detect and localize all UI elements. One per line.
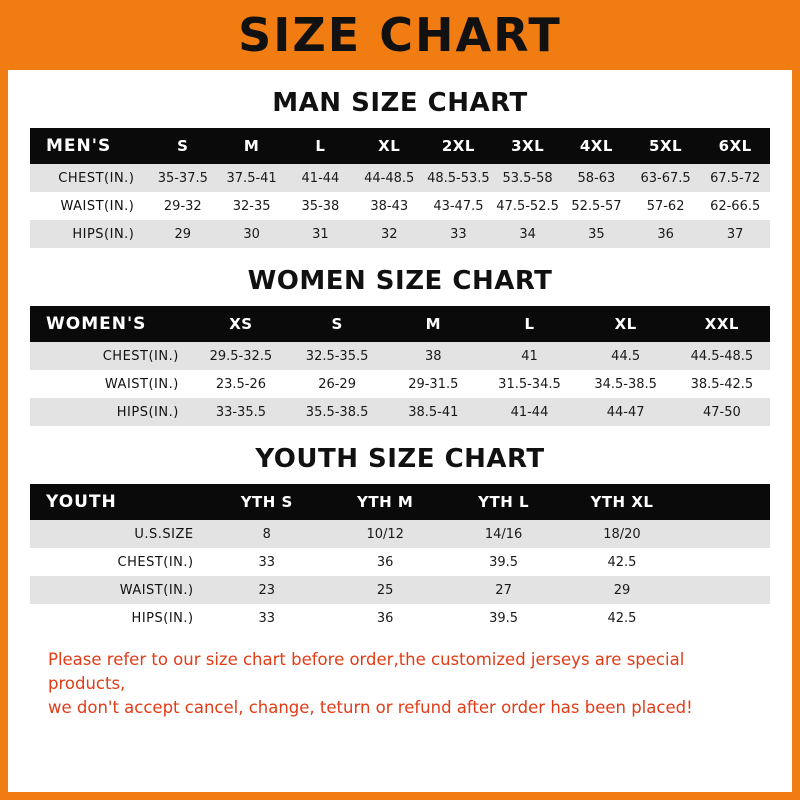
youth-hips-m: 36 (326, 604, 444, 632)
youth-row-label-chest: CHEST(IN.) (30, 548, 208, 576)
youth-waist-xl: 29 (563, 576, 681, 604)
women-header-l: L (481, 306, 577, 342)
men-hips-4xl: 35 (562, 220, 631, 248)
women-hips-m: 38.5-41 (385, 398, 481, 426)
men-chest-5xl: 63-67.5 (631, 164, 701, 192)
women-size-table (30, 306, 770, 426)
men-chest-s: 35-37.5 (148, 164, 217, 192)
table-row (30, 576, 770, 604)
men-chest-l: 41-44 (286, 164, 355, 192)
youth-header-s: YTH S (208, 484, 326, 520)
men-chest-m: 37.5-41 (217, 164, 286, 192)
women-waist-xs: 23.5-26 (193, 370, 289, 398)
men-header-6xl: 6XL (700, 128, 770, 164)
youth-chest-s: 33 (208, 548, 326, 576)
women-row-label-hips: HIPS(IN.) (30, 398, 193, 426)
table-header-row (30, 306, 770, 342)
footer-note (48, 648, 752, 720)
men-chest-4xl: 58-63 (562, 164, 631, 192)
women-hips-xxl: 47-50 (674, 398, 770, 426)
page-title: SIZE CHART (238, 8, 562, 62)
youth-ussize-xl: 18/20 (563, 520, 681, 548)
men-hips-6xl: 37 (700, 220, 770, 248)
youth-hips-spacer (681, 604, 770, 632)
women-header-label: WOMEN'S (30, 306, 193, 342)
men-chest-6xl: 67.5-72 (700, 164, 770, 192)
table-row (30, 520, 770, 548)
youth-chest-spacer (681, 548, 770, 576)
youth-chest-m: 36 (326, 548, 444, 576)
women-row-label-chest: CHEST(IN.) (30, 342, 193, 370)
women-header-xxl: XXL (674, 306, 770, 342)
youth-ussize-spacer (681, 520, 770, 548)
youth-ussize-l: 14/16 (444, 520, 562, 548)
page-banner (8, 0, 792, 70)
men-row-label-chest: CHEST(IN.) (30, 164, 148, 192)
men-hips-2xl: 33 (424, 220, 494, 248)
youth-hips-l: 39.5 (444, 604, 562, 632)
youth-ussize-s: 8 (208, 520, 326, 548)
men-header-xl: XL (355, 128, 424, 164)
men-header-5xl: 5XL (631, 128, 701, 164)
men-header-s: S (148, 128, 217, 164)
men-chest-3xl: 53.5-58 (493, 164, 562, 192)
table-row (30, 548, 770, 576)
table-row (30, 398, 770, 426)
women-waist-m: 29-31.5 (385, 370, 481, 398)
women-waist-s: 26-29 (289, 370, 385, 398)
men-hips-s: 29 (148, 220, 217, 248)
table-row (30, 342, 770, 370)
table-header-row (30, 128, 770, 164)
men-header-3xl: 3XL (493, 128, 562, 164)
women-waist-l: 31.5-34.5 (481, 370, 577, 398)
youth-row-label-waist: WAIST(IN.) (30, 576, 208, 604)
table-row (30, 604, 770, 632)
women-hips-xs: 33-35.5 (193, 398, 289, 426)
women-chest-l: 41 (481, 342, 577, 370)
youth-header-l: YTH L (444, 484, 562, 520)
chart-content (8, 88, 792, 720)
men-size-table (30, 128, 770, 248)
men-header-m: M (217, 128, 286, 164)
youth-header-xl: YTH XL (563, 484, 681, 520)
men-row-label-hips: HIPS(IN.) (30, 220, 148, 248)
women-hips-s: 35.5-38.5 (289, 398, 385, 426)
table-row (30, 220, 770, 248)
section-title-youth: YOUTH SIZE CHART (255, 444, 545, 474)
men-hips-3xl: 34 (493, 220, 562, 248)
youth-row-label-ussize: U.S.SIZE (30, 520, 208, 548)
men-waist-xl: 38-43 (355, 192, 424, 220)
men-header-4xl: 4XL (562, 128, 631, 164)
men-waist-s: 29-32 (148, 192, 217, 220)
youth-header-m: YTH M (326, 484, 444, 520)
youth-waist-spacer (681, 576, 770, 604)
youth-header-spacer (681, 484, 770, 520)
youth-hips-xl: 42.5 (563, 604, 681, 632)
youth-hips-s: 33 (208, 604, 326, 632)
women-header-xs: XS (193, 306, 289, 342)
women-chest-s: 32.5-35.5 (289, 342, 385, 370)
men-header-l: L (286, 128, 355, 164)
footer-note-line-2: we don't accept cancel, change, teturn or refund after order has been placed! (48, 697, 693, 717)
men-hips-5xl: 36 (631, 220, 701, 248)
men-header-2xl: 2XL (424, 128, 494, 164)
women-header-s: S (289, 306, 385, 342)
women-chest-xl: 44.5 (578, 342, 674, 370)
men-hips-m: 30 (217, 220, 286, 248)
men-waist-3xl: 47.5-52.5 (493, 192, 562, 220)
table-row (30, 192, 770, 220)
women-header-m: M (385, 306, 481, 342)
women-hips-xl: 44-47 (578, 398, 674, 426)
men-chest-xl: 44-48.5 (355, 164, 424, 192)
youth-waist-s: 23 (208, 576, 326, 604)
table-row (30, 164, 770, 192)
youth-waist-m: 25 (326, 576, 444, 604)
men-waist-l: 35-38 (286, 192, 355, 220)
men-waist-2xl: 43-47.5 (424, 192, 494, 220)
men-hips-xl: 32 (355, 220, 424, 248)
men-header-label: MEN'S (30, 128, 148, 164)
men-hips-l: 31 (286, 220, 355, 248)
women-waist-xl: 34.5-38.5 (578, 370, 674, 398)
men-chest-2xl: 48.5-53.5 (424, 164, 494, 192)
women-waist-xxl: 38.5-42.5 (674, 370, 770, 398)
women-chest-m: 38 (385, 342, 481, 370)
men-waist-4xl: 52.5-57 (562, 192, 631, 220)
women-header-xl: XL (578, 306, 674, 342)
youth-header-label: YOUTH (30, 484, 208, 520)
table-header-row (30, 484, 770, 520)
youth-ussize-m: 10/12 (326, 520, 444, 548)
footer-note-line-1: Please refer to our size chart before order,the customized jerseys are special products, (48, 650, 685, 693)
youth-chest-l: 39.5 (444, 548, 562, 576)
youth-waist-l: 27 (444, 576, 562, 604)
section-title-women: WOMEN SIZE CHART (247, 266, 553, 296)
youth-size-table (30, 484, 770, 632)
youth-row-label-hips: HIPS(IN.) (30, 604, 208, 632)
section-title-men: MAN SIZE CHART (272, 88, 528, 118)
table-row (30, 370, 770, 398)
youth-chest-xl: 42.5 (563, 548, 681, 576)
women-chest-xxl: 44.5-48.5 (674, 342, 770, 370)
men-row-label-waist: WAIST(IN.) (30, 192, 148, 220)
women-chest-xs: 29.5-32.5 (193, 342, 289, 370)
men-waist-5xl: 57-62 (631, 192, 701, 220)
women-hips-l: 41-44 (481, 398, 577, 426)
women-row-label-waist: WAIST(IN.) (30, 370, 193, 398)
men-waist-m: 32-35 (217, 192, 286, 220)
men-waist-6xl: 62-66.5 (700, 192, 770, 220)
